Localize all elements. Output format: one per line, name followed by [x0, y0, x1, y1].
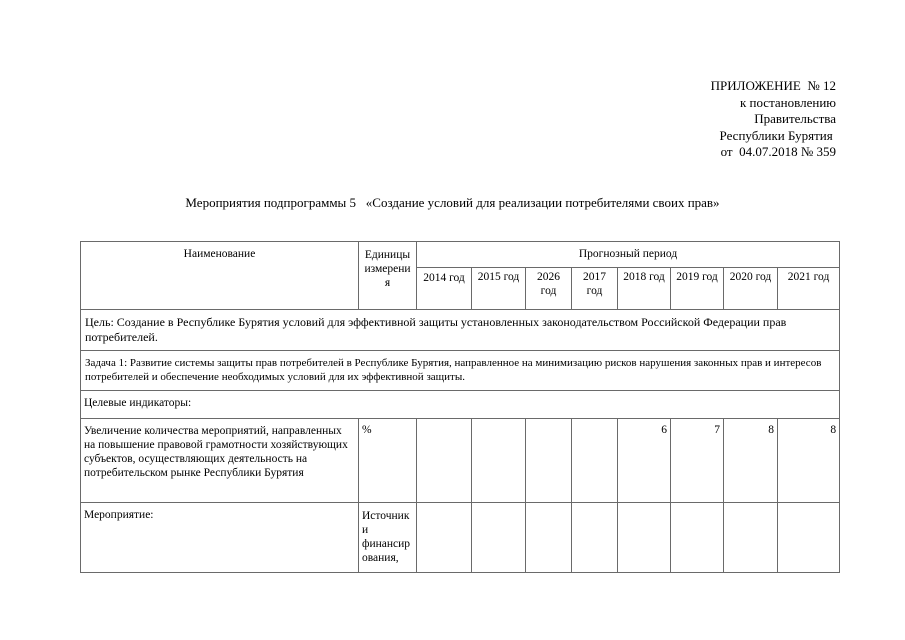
indicators-label-row: Целевые индикаторы: — [81, 391, 840, 419]
column-header-forecast: Прогнозный период — [417, 242, 840, 268]
measures-table — [80, 241, 840, 573]
indicator-name: Увеличение количества мероприятий, направленных на повышение правовой грамотности хозяйствующих субъектов, осуществляющих деятельность на потребительском рынке Республики Бурятия — [81, 419, 359, 503]
appendix-number: ПРИЛОЖЕНИЕ № 12 — [710, 78, 836, 93]
empty-cell — [472, 503, 526, 573]
appendix-government-line: Правительства — [754, 111, 836, 126]
indicator-value — [526, 419, 572, 503]
empty-cell — [778, 503, 840, 573]
year-header: 2021 год — [778, 268, 840, 310]
task-row: Задача 1: Развитие системы защиты прав потребителей в Республике Бурятия, направленное на минимизацию рисков нарушения законных прав и интересов потребителей и обеспечение необходимых условий для их эффективной защиты. — [81, 351, 840, 391]
empty-cell — [417, 503, 472, 573]
empty-cell — [618, 503, 671, 573]
indicator-value — [572, 419, 618, 503]
empty-cell — [526, 503, 572, 573]
column-header-units: Единицы измерени я — [359, 242, 417, 310]
year-header: 2020 год — [724, 268, 778, 310]
year-header: 2017 год — [572, 268, 618, 310]
year-header: 2015 год — [472, 268, 526, 310]
measure-unit: Источник и финансир ования, — [359, 503, 417, 573]
goal-row: Цель: Создание в Республике Бурятия условий для эффективной защиты установленных законодательством Российской Федерации прав потребителей. — [81, 310, 840, 351]
indicator-unit: % — [359, 419, 417, 503]
indicator-value — [472, 419, 526, 503]
indicator-value: 6 — [618, 419, 671, 503]
appendix-ref-line: к постановлению — [739, 94, 836, 110]
empty-cell — [671, 503, 724, 573]
appendix-date-line: от 04.07.2018 № 359 — [720, 144, 836, 159]
year-header: 2018 год — [618, 268, 671, 310]
empty-cell — [724, 503, 778, 573]
indicator-value: 8 — [724, 419, 778, 503]
empty-cell — [572, 503, 618, 573]
year-header: 2026 год — [526, 268, 572, 310]
document-title: Мероприятия подпрограммы 5 «Создание условий для реализации потребителями своих прав» — [185, 195, 720, 210]
indicator-value: 8 — [778, 419, 840, 503]
year-header: 2014 год — [417, 268, 472, 310]
appendix-republic-line: Республики Бурятия — [719, 127, 836, 143]
indicator-value — [417, 419, 472, 503]
year-header: 2019 год — [671, 268, 724, 310]
column-header-name: Наименование — [81, 242, 359, 310]
document-header — [711, 78, 836, 161]
measure-name: Мероприятие: — [81, 503, 359, 573]
indicator-value: 7 — [671, 419, 724, 503]
